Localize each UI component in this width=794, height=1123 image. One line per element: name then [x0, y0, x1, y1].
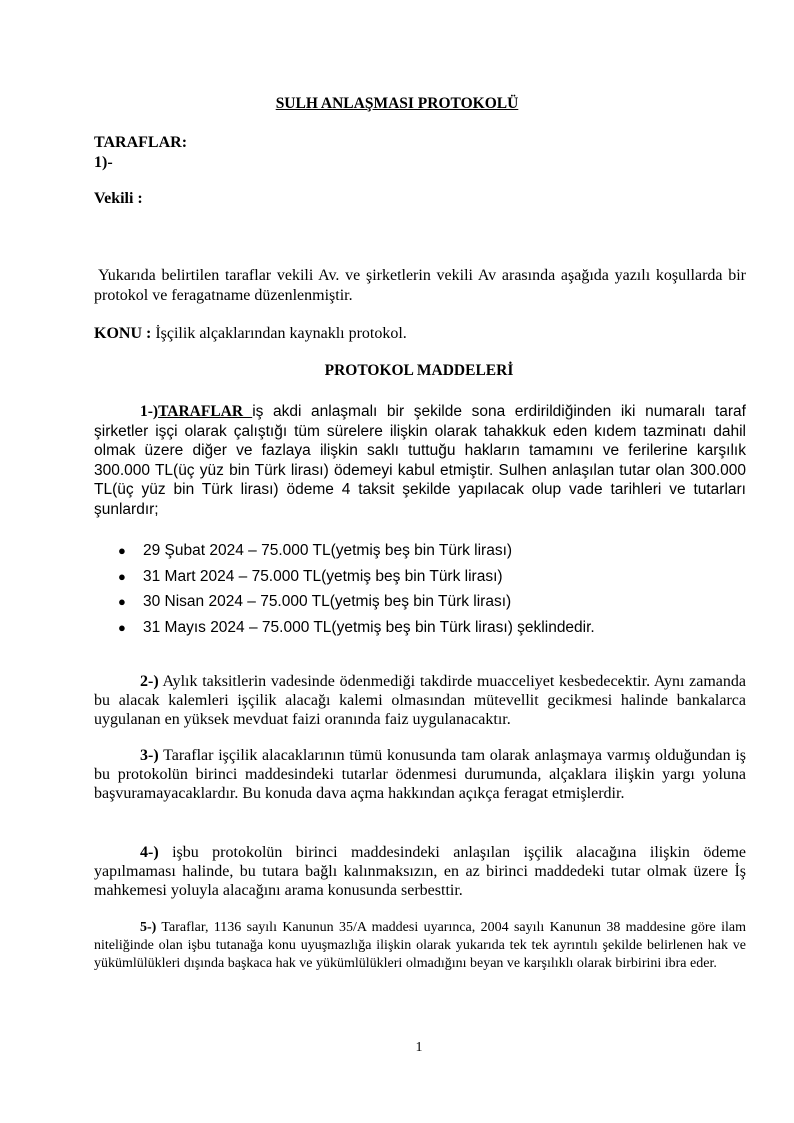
article-3-text: Taraflar işçilik alacaklarının tümü konusunda tam olarak anlaşmaya varmış olduğundan iş bu protokolün birinci maddesindeki tutarlar ödenmesi durumunda, alçaklara ilişkin yargı yoluna başvuramayacaklardır. Bu konuda dava açma hakkından açıkça feragat etmişlerdir.	[94, 747, 746, 802]
article-4-text: işbu protokolün birinci maddesindeki anlaşılan işçilik alacağına ilişkin ödeme yapılmaması halinde, bu tutara bağlı kalınmaksızın, en az birinci maddedeki tutar olmak üzere İş mahkemesi yoluyla alacağını arama konusunda serbesttir.	[94, 844, 746, 899]
bullet-icon: ●	[118, 594, 126, 609]
article-1-keyword: TARAFLAR	[158, 403, 253, 420]
article-4	[94, 843, 746, 900]
parties-block	[94, 133, 187, 173]
article-2-text: Aylık taksitlerin vadesinde ödenmediği takdirde muacceliyet kesbedecektir. Aynı zamanda bu alacak kalemleri işçilik alacağı kalemi olmasından mütevellit gecikmesi halinde bankalarca uygulanan en yüksek mevduat faizi oranında faiz uygulanacaktır.	[94, 673, 746, 728]
installment-list	[118, 538, 595, 640]
article-2	[94, 672, 746, 729]
intro-paragraph: Yukarıda belirtilen taraflar vekili Av. ve şirketlerin vekili Av arasında aşağıda yazılı koşullarda bir protokol ve feragatname düzenlenmiştir.	[94, 267, 746, 304]
bullet-icon: ●	[118, 543, 126, 558]
article-3	[94, 746, 746, 803]
document-title: SULH ANLAŞMASI PROTOKOLÜ	[275, 95, 519, 112]
article-4-number: 4-)	[140, 844, 159, 861]
article-3-number: 3-)	[140, 747, 159, 764]
counsel-label: Vekili :	[94, 190, 143, 207]
bullet-icon: ●	[118, 568, 126, 584]
list-item: ● 30 Nisan 2024 – 75.000 TL(yetmiş beş bin Türk lirası)	[118, 589, 595, 615]
page-number: 1	[415, 1040, 423, 1055]
article-1	[94, 402, 746, 519]
list-item: ● 31 Mayıs 2024 – 75.000 TL(yetmiş beş bin Türk lirası) şeklindedir.	[118, 615, 595, 641]
article-5	[94, 919, 746, 973]
articles-heading: PROTOKOL MADDELERİ	[324, 362, 514, 379]
article-5-number: 5-)	[140, 920, 157, 935]
article-1-text: iş akdi anlaşmalı bir şekilde sona erdirildiğinden iki numaralı taraf şirketler işçi olarak çalıştığı tüm sürelere ilişkin olarak tahakkuk eden kıdem tazminatı dahil olmak üzere diğer ve fazlaya ilişkin saklı tuttuğu hakların tamamını ve ferilerine karşılık 300.000 TL(üç yüz bin Türk lirası) ödemeyi kabul etmiştir. Sulhen anlaşılan tutar olan 300.000 TL(üç yüz bin Türk lirası) ödeme 4 taksit şekilde yapılacak olup vade tarihleri ve tutarları şunlardır;	[94, 403, 746, 518]
subject-text: İşçilik alçaklarından kaynaklı protokol.	[151, 325, 407, 342]
article-2-number: 2-)	[140, 673, 159, 690]
list-item: ● 31 Mart 2024 – 75.000 TL(yetmiş beş bin Türk lirası)	[118, 564, 595, 590]
subject-label: KONU :	[94, 325, 152, 342]
article-5-text: Taraflar, 1136 sayılı Kanunun 35/A maddesi uyarınca, 2004 sayılı Kanunun 38 maddesine göre ilam niteliğinde olan işbu tutanağa konu uyuşmazlığa ilişkin olarak yukarıda tek tek ayrıntılı şekilde belirlenen hak ve yükümlülükleri dışında başkaca hak ve yükümlülükleri olmadığını beyan ve karşılıklı olarak birbirini ibra eder.	[94, 920, 746, 971]
article-1-number: 1-)	[140, 403, 159, 420]
subject-line	[94, 325, 407, 343]
bullet-icon: ●	[118, 619, 126, 635]
party-1-label: 1)-	[94, 154, 113, 171]
list-item: ● 29 Şubat 2024 – 75.000 TL(yetmiş beş bin Türk lirası)	[118, 538, 595, 564]
parties-heading: TARAFLAR:	[94, 134, 188, 151]
